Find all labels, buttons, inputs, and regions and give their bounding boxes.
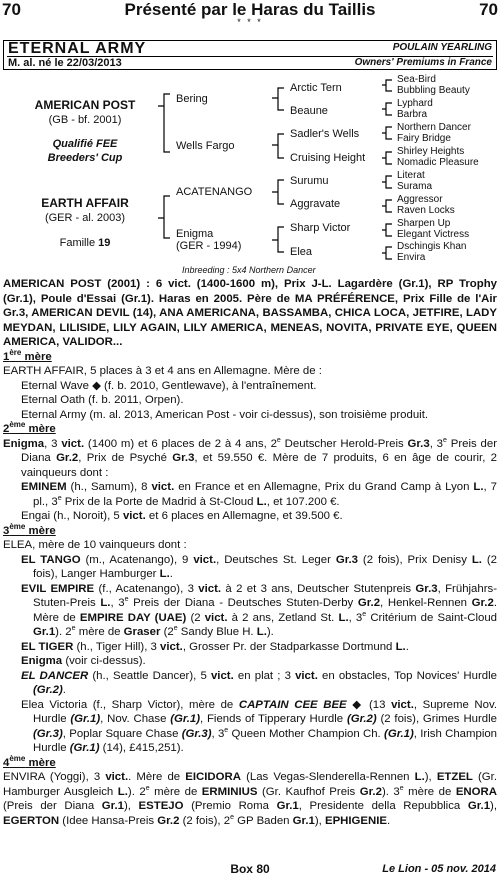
g3-elea: Elea xyxy=(290,246,313,258)
t-3-3x: ). 2 xyxy=(55,626,72,638)
t-3-3r: à 2 ans, Zetland St. xyxy=(227,611,339,624)
t-2-1k: Gr.2 xyxy=(56,452,79,464)
t-3-2j: . xyxy=(169,568,173,580)
t-3-3d: à 2 et 3 ans, Deutscher Stutenpreis xyxy=(221,582,416,595)
horse-name: ETERNAL ARMY xyxy=(8,40,147,57)
t-egerton: EGERTON xyxy=(3,814,60,827)
t-4-1ai: GP Baden xyxy=(233,814,293,827)
produce-1: Eternal Wave ◆ (f. b. 2010, Gentlewave), à l'entraînement. xyxy=(21,379,317,392)
t-3-3h: , 3 xyxy=(110,597,125,609)
t-4-1ag: (2 fois), 2 xyxy=(179,814,231,827)
famille xyxy=(10,237,160,249)
horse-type: POULAIN YEARLING xyxy=(392,42,492,53)
t-3-2f: (2 fois), Prix Denisy xyxy=(358,553,472,566)
g4-lyphard: Lyphard xyxy=(397,98,433,109)
g4-northern-dancer: Northern Dancer xyxy=(397,122,471,133)
t-3-7g: , Nov. Chase xyxy=(100,713,171,725)
t-4-1aa: , Presidente della Repubblica xyxy=(298,800,468,812)
g2-enigma: Enigma xyxy=(176,228,214,240)
section-4eme-mere xyxy=(3,753,497,771)
t-2-1h: , 3 xyxy=(429,437,444,450)
bracket-g4-6 xyxy=(382,200,392,212)
t-3-4b: (h., Tiger Hill), 3 xyxy=(73,640,161,653)
t-enora: ENORA xyxy=(455,785,497,798)
g2-bering: Bering xyxy=(176,93,208,105)
g4-shirley-heights: Shirley Heights xyxy=(397,146,465,157)
t-3-3j: Preis der Diana - Deutsches Stuten-Derby xyxy=(128,597,358,609)
t-3-6h: . xyxy=(62,684,66,696)
g4-sea-bird: Sea-Bird xyxy=(397,74,436,85)
t-2-2e: L. xyxy=(473,481,484,493)
evil-empire-paragraph xyxy=(3,582,497,640)
t-3-6d: en plat ; 3 xyxy=(233,669,296,682)
t-4-1v: Gr.1 xyxy=(101,800,124,812)
g2-wells-fargo: Wells Fargo xyxy=(176,140,235,152)
g3-sharp-victor: Sharp Victor xyxy=(290,222,351,234)
t-3-3ab: (2 xyxy=(160,626,174,638)
t-3-7d: vict. xyxy=(391,698,414,711)
t-3-2c: vict. xyxy=(193,553,217,566)
el-dancer-paragraph xyxy=(3,669,497,698)
g4-envira: Envira xyxy=(397,252,426,263)
t-3-3p: (2 xyxy=(186,611,205,624)
t-4-1l: e xyxy=(145,784,150,792)
t-3-7u: (14), £415,251). xyxy=(99,742,184,754)
section-2eme-mere xyxy=(3,422,497,437)
t-4-1u: (Preis der Diana xyxy=(3,800,102,812)
t-evil-empire: EVIL EMPIRE xyxy=(21,582,95,595)
box-number: Box 80 xyxy=(230,862,270,876)
t-3-3t: , 3 xyxy=(348,611,363,624)
t-4-1aj: Gr.1 xyxy=(292,814,315,827)
t-3-7r: (Gr.1) xyxy=(384,727,414,740)
g3-cruising-height: Cruising Height xyxy=(290,152,366,164)
section-3eme-mere xyxy=(3,521,497,539)
g4-sharpen-up: Sharpen Up xyxy=(397,218,451,229)
t-enigma-ref: Enigma xyxy=(21,655,63,667)
t-3-3ac: e xyxy=(173,625,178,633)
t-4-1i: (Gr. Hamburger Ausgleich xyxy=(3,771,497,798)
t-3-3u: e xyxy=(362,610,367,618)
t-3-3w: Gr.1 xyxy=(33,626,56,638)
bracket-bering xyxy=(272,88,284,110)
t-3-7n: (Gr.3) xyxy=(181,727,212,740)
t-3-3b: (f., Acatenango), 3 xyxy=(94,582,199,595)
bracket-wells-fargo xyxy=(272,134,284,158)
bracket-enigma xyxy=(272,227,284,252)
t-4-1m: mère de xyxy=(149,785,202,798)
g3-surumu: Surumu xyxy=(290,175,329,187)
t-ephigenie: EPHIGENIE xyxy=(324,814,387,827)
t-eicidora: EICIDORA xyxy=(185,771,241,783)
dam-name: EARTH AFFAIR xyxy=(41,196,129,210)
t-2-1c: vict. xyxy=(61,437,85,450)
page-number-left: 70 xyxy=(2,0,21,19)
page-title: Présenté par le Haras du Taillis xyxy=(124,0,376,19)
g4-nomadic-pleasure: Nomadic Pleasure xyxy=(397,157,479,168)
t-2-2d: en France et en Allemagne, Prix du Grand Camp à Lyon xyxy=(174,481,474,493)
envira-paragraph xyxy=(3,770,497,828)
t-3-3e: Gr.3 xyxy=(415,582,438,595)
section-3-sup: ème xyxy=(9,521,26,531)
famille-number: 19 xyxy=(98,237,111,249)
t-3-3af: ). xyxy=(266,626,274,638)
section-3-word: mère xyxy=(25,524,56,537)
produce-2: Eternal Oath (f. b. 2011, Orpen). xyxy=(21,394,184,406)
t-4-1j: L. xyxy=(117,785,128,798)
produce-3: Eternal Army (m. al. 2013, American Post - voir ci-dessus), son troisième produit. xyxy=(21,408,429,421)
catalogue-text xyxy=(3,277,497,828)
t-4-1ah: e xyxy=(230,813,234,821)
inbreeding-note: Inbreeding : 5x4 Northern Dancer xyxy=(182,265,316,275)
t-graser: Graser xyxy=(123,626,161,638)
t-2-2c: vict. xyxy=(151,481,175,493)
t-el-tango: EL TANGO xyxy=(21,553,81,566)
section-1-number: 1 xyxy=(3,350,10,363)
bracket-g4-8 xyxy=(382,247,392,259)
t-estejo: ESTEJO xyxy=(138,800,184,812)
g4-barbra: Barbra xyxy=(397,109,428,120)
t-4-1ab: Gr.1 xyxy=(467,800,491,812)
t-4-1s: mère de xyxy=(403,785,456,798)
enigma-paragraph xyxy=(3,437,497,481)
t-2-3c: et 6 places en Allemagne, et 39.500 €. xyxy=(145,510,343,522)
t-3-4e: L. xyxy=(395,640,406,653)
horse-birth: M. al. né le 22/03/2013 xyxy=(8,57,122,69)
t-4-1af: Gr.2 xyxy=(157,814,180,827)
t-2-2j: , et 107.200 €. xyxy=(266,495,340,508)
t-2-1l: , Prix de Psyché xyxy=(78,452,173,464)
t-4-1b: vict. xyxy=(105,771,129,783)
t-3-7j: (Gr.2) xyxy=(346,713,377,725)
t-3-3f: , Frühjahrs-Stuten-Preis xyxy=(33,582,498,609)
bracket-g4-4 xyxy=(382,152,392,164)
t-3-7l: (Gr.3) xyxy=(33,727,63,740)
t-2-3a: Engai (h., Noroit), 5 xyxy=(21,510,123,522)
t-4-1q: ). 3 xyxy=(381,785,400,798)
t-3-4c: vict. xyxy=(160,640,183,653)
dam-paragraph: EARTH AFFAIR, 5 places à 3 et 4 ans en Allemagne. Mère de : xyxy=(3,365,322,377)
t-erminius: ERMINIUS xyxy=(201,785,258,798)
g4-bubbling-beauty: Bubbling Beauty xyxy=(397,85,470,96)
t-3-2e: Gr.3 xyxy=(335,553,358,566)
t-3-2h: (2 fois), Langer Hamburger xyxy=(33,553,497,580)
page-footer xyxy=(0,862,500,878)
t-3-3k: Gr.2 xyxy=(357,597,381,609)
t-4-1ak: ), xyxy=(314,814,325,827)
enigma-ref-paragraph xyxy=(3,654,497,669)
t-3-7o: , 3 xyxy=(211,727,225,740)
t-3-7c: ◆ (13 xyxy=(346,698,392,711)
t-2-1i: e xyxy=(443,436,447,444)
section-4-number: 4 xyxy=(3,756,10,769)
t-4-1c: . Mère de xyxy=(128,771,186,783)
sire-name: AMERICAN POST xyxy=(34,98,136,112)
source-credit: Le Lion - 05 nov. 2014 xyxy=(382,863,496,875)
section-4-sup: ème xyxy=(9,753,26,763)
t-3-3y: e xyxy=(71,625,76,633)
t-2-1m: Gr.3 xyxy=(172,452,195,464)
g3-sadlers-wells: Sadler's Wells xyxy=(290,128,360,140)
engai-paragraph xyxy=(3,509,497,524)
t-3-2g: L. xyxy=(471,553,482,566)
t-3-7i: , Fiends of Tipperary Hurdle xyxy=(199,713,347,725)
g4-fairy-bridge: Fairy Bridge xyxy=(397,133,451,144)
t-3-6g: (Gr.2) xyxy=(33,684,63,696)
g2-acatenango: ACATENANGO xyxy=(176,186,253,198)
t-3-4f: . xyxy=(405,640,409,653)
t-3-7h: (Gr.1) xyxy=(170,713,200,725)
t-3-3v: Critérium de Saint-Cloud xyxy=(366,611,497,624)
g2-enigma-info: (GER - 1994) xyxy=(176,240,242,252)
stars-separator: * * * xyxy=(237,17,263,27)
section-2-word: mère xyxy=(25,423,56,435)
t-3-5b: (voir ci-dessus). xyxy=(62,655,146,667)
elea-victoria-paragraph xyxy=(3,698,497,756)
t-etzel: ETZEL xyxy=(436,771,473,783)
t-2-2f: , 7 pl., 3 xyxy=(33,481,497,508)
t-3-3s: L. xyxy=(338,611,349,624)
t-2-2b: (h., Samum), 8 xyxy=(66,481,152,493)
t-3-2i: L. xyxy=(159,568,170,580)
t-el-dancer: EL DANCER xyxy=(21,669,89,682)
t-3-3c: vict. xyxy=(198,582,222,595)
g4-dschingis-khan: Dschingis Khan xyxy=(397,241,467,252)
t-2-2h: Prix de la Porte de Madrid à St-Cloud xyxy=(61,495,257,508)
g4-aggressor: Aggressor xyxy=(397,194,443,205)
t-4-1k: ). 2 xyxy=(127,785,146,798)
t-4-1f: L. xyxy=(414,771,425,783)
t-empire-day: EMPIRE DAY (UAE) xyxy=(79,611,187,624)
t-3-6c: vict. xyxy=(210,669,234,682)
t-4-1y: (Premio Roma xyxy=(183,800,277,812)
section-4-word: mère xyxy=(25,756,56,769)
g4-elegant-victress: Elegant Victress xyxy=(397,229,470,240)
section-1-sup: ère xyxy=(9,347,22,357)
section-1-word: mère xyxy=(21,350,52,363)
t-3-7m: , Poplar Square Chase xyxy=(62,727,182,740)
horse-title-box xyxy=(3,40,497,70)
g3-aggravate: Aggravate xyxy=(290,198,341,210)
t-3-3z: mère de xyxy=(75,626,124,638)
t-3-6b: (h., Seattle Dancer), 5 xyxy=(88,669,211,682)
bracket-g4-2 xyxy=(382,103,392,115)
dam-info: (GER - al. 2003) xyxy=(44,212,126,224)
t-4-1e: (Las Vegas-Slenderella-Rennen xyxy=(240,771,415,783)
t-4-1am: . xyxy=(387,814,391,827)
t-3-6e: vict. xyxy=(295,669,318,682)
sire-qualification-1: Qualifié FEE xyxy=(52,138,118,150)
t-3-7a: Elea Victoria (f., Sharp Victor), mère de xyxy=(21,698,239,711)
section-2-sup: ème xyxy=(9,420,26,430)
bracket-g4-5 xyxy=(382,176,392,188)
t-2-1f: Deutscher Herold-Preis xyxy=(280,437,408,450)
t-3-3i: e xyxy=(124,596,129,604)
page-header xyxy=(2,0,498,18)
g4-raven-locks: Raven Locks xyxy=(397,205,455,216)
t-2-1g: Gr.3 xyxy=(407,437,430,450)
t-4-1z: Gr.1 xyxy=(276,800,299,812)
t-3-3g: L. xyxy=(100,597,111,609)
t-3-3q: vict. xyxy=(204,611,228,624)
t-3-7f: (Gr.1) xyxy=(70,713,101,725)
g4-surama: Surama xyxy=(397,181,433,192)
elea-paragraph: ELEA, mère de 10 vainqueurs dont : xyxy=(3,539,187,551)
t-4-1ae: (Idee Hansa-Preis xyxy=(59,814,158,827)
t-3-7t: (Gr.1) xyxy=(69,742,100,754)
t-3-7q: Queen Mother Champion Ch. xyxy=(228,727,385,740)
t-2-1d: (1400 m) et 6 places de 2 à 4 ans, 2 xyxy=(84,437,277,450)
t-eminem: EMINEM xyxy=(21,481,67,493)
eminem-paragraph xyxy=(3,480,497,509)
owners-premiums: Owners' Premiums in France xyxy=(354,57,492,68)
g3-arctic-tern: Arctic Tern xyxy=(290,82,342,94)
t-3-7k: (2 fois), Grimes Hurdle xyxy=(376,713,497,725)
sire-summary: AMERICAN POST (2001) : 6 vict. (1400-1600 m), Prix J-L. Lagardère (Gr.1), RP Trophy (Gr.1), Poule d'Essai (Gr.1). Haras en 2005. Père de MA PRÉFÉRENCE, Prix Fille de l'Air Gr.3, AMERICAN DEVIL (14), ANA AMERICANA, BASSAMBA, CHICA LOCA, JETFIRE, LADY MEYDAN, LILISIDE, LILY AGAIN, LILY AMERICA, MENEAS, NOVITA, PRIVATE EYE, QUEEN AMERICA, VALIDOR... xyxy=(3,278,497,348)
el-tiger-paragraph xyxy=(3,640,497,655)
t-3-7p: e xyxy=(224,726,229,734)
t-4-1o: (Gr. Kaufhof Preis xyxy=(257,785,360,798)
t-2-1e: e xyxy=(276,436,281,444)
t-2-2g: e xyxy=(57,494,62,502)
t-enigma: Enigma xyxy=(3,437,45,450)
famille-label: Famille xyxy=(59,237,99,249)
t-3-7e: , Supreme Nov. Hurdle xyxy=(33,698,497,725)
section-3-number: 3 xyxy=(3,524,10,537)
bracket-g4-1 xyxy=(382,80,392,91)
t-2-1n: , et 59.550 €. Mère de 7 produits, 6 en âge de courir, 2 vainqueurs dont : xyxy=(21,452,497,479)
g4-literat: Literat xyxy=(397,170,425,181)
t-2-1j: Preis der Diana xyxy=(21,437,497,464)
t-4-1ac: ), xyxy=(490,800,497,812)
t-3-2d: , Deutsches St. Leger xyxy=(216,553,336,566)
t-3-3ae: L. xyxy=(256,626,267,638)
t-el-tiger: EL TIGER xyxy=(21,640,74,653)
t-4-1p: Gr.2 xyxy=(359,785,382,798)
t-3-2b: (m., Acatenango), 9 xyxy=(80,553,194,566)
bracket-g4-3 xyxy=(382,127,392,139)
t-4-1a: ENVIRA (Yoggi), 3 xyxy=(3,771,106,783)
section-2-number: 2 xyxy=(3,423,10,435)
t-3-3ad: Sandy Blue H. xyxy=(177,626,257,638)
t-3-3n: . Mère de xyxy=(33,597,497,624)
sire-info: (GB - bf. 2001) xyxy=(48,114,122,126)
sire-qualification-2: Breeders' Cup xyxy=(47,152,123,164)
page-number-right: 70 xyxy=(479,0,498,19)
g3-beaune: Beaune xyxy=(290,105,328,117)
t-3-3l: , Henkel-Rennen xyxy=(380,597,472,609)
t-4-1r: e xyxy=(399,784,404,792)
t-4-1g: ), xyxy=(424,771,437,783)
t-2-1b: , 3 xyxy=(44,437,62,450)
pedigree-table xyxy=(0,70,500,278)
section-1ere-mere xyxy=(3,347,497,365)
bracket-acatenango xyxy=(272,180,284,204)
el-tango-paragraph xyxy=(3,553,497,582)
t-3-6f: en obstacles, Top Novices' Hurdle xyxy=(317,669,497,682)
t-2-3b: vict. xyxy=(122,510,146,522)
t-4-1w: ), xyxy=(123,800,139,812)
t-3-3m: Gr.2 xyxy=(471,597,494,609)
bracket-g4-7 xyxy=(382,224,392,236)
t-3-7s: , Irish Champion Hurdle xyxy=(33,727,498,754)
t-captain-cee-bee: CAPTAIN CEE BEE xyxy=(238,698,347,711)
t-2-2i: L. xyxy=(256,495,267,508)
t-3-4d: , Grosser Pr. der Stadparkasse Dortmund xyxy=(182,640,396,653)
